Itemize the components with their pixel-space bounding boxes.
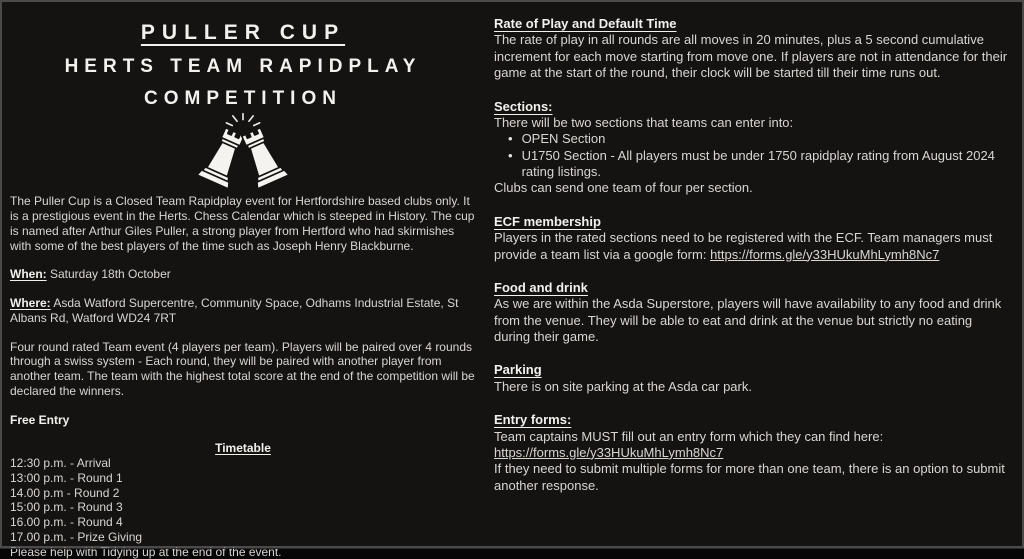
format-paragraph: Four round rated Team event (4 players per team). Players will be paired over 4 rounds through a swiss system - Each round, they will be paired with another player from another team. The team with the highest total score at the end of the competition will be declared the winners. — [10, 339, 475, 398]
entry-forms-heading: Entry forms: — [494, 412, 572, 428]
when-value: Saturday 18th October — [50, 267, 171, 282]
section-rate-of-play — [494, 16, 1010, 82]
section-bullet-u1750 — [508, 148, 1010, 181]
when-label: When: — [10, 267, 47, 282]
timetable-row: 15:00 p.m. - Round 3 — [10, 500, 123, 515]
timetable-row: 14.00 p.m - Round 2 — [10, 485, 120, 500]
food-body: As we are within the Asda Superstore, players will have availability to any food and drink from the venue. They will be able to eat and drink at the venue but strictly no eating during their game. — [494, 296, 1002, 344]
when-line — [10, 267, 476, 282]
team-list-form-link[interactable]: https://forms.gle/y33HUkuMhLymh8Nc7 — [710, 246, 940, 262]
rate-of-play-body: The rate of play in all rounds are all moves in 20 minutes, plus a 5 second cumulative increment for each move starting from move one. If players are not in attendance for their game at the start of the round, their clock will be started till their time runs out. — [494, 32, 1008, 81]
right-column — [484, 2, 1022, 546]
chess-rooks-toast-image — [10, 113, 476, 193]
timetable-row: 17.00 p.m. - Prize Giving — [10, 529, 143, 544]
parking-body: There is on site parking at the Asda car park. — [494, 378, 752, 394]
sections-heading: Sections: — [494, 98, 553, 114]
title-line-3: COMPETITION — [144, 88, 342, 110]
sections-outro: Clubs can send one team of four per section. — [494, 180, 753, 196]
bullet-text: • OPEN Section — [521, 131, 606, 147]
where-line — [10, 296, 476, 326]
parking-heading: Parking — [494, 362, 542, 378]
tidy-note: Please help with Tidying up at the end of the event. — [10, 544, 282, 559]
intro-paragraph: The Puller Cup is a Closed Team Rapidplay event for Hertfordshire based clubs only. It is a prestigious event in the Herts. Chess Calendar which is steeped in History. The cup is named after Arthur Giles Puller, a strong player from Hertford who had skirmishes with some of the best players of the time such as Joseph Henry Blackburne. — [10, 194, 475, 253]
timetable-row: 13:00 p.m. - Round 1 — [10, 470, 123, 485]
ecf-body — [494, 230, 1010, 263]
entry-forms-line2: If they need to submit multiple forms for more than one team, there is an option to submit another response. — [494, 461, 1005, 493]
left-column — [2, 2, 484, 559]
section-parking — [494, 362, 1010, 395]
entry-forms-line1: Team captains MUST fill out an entry form which they can find here: — [494, 428, 884, 444]
rate-of-play-heading: Rate of Play and Default Time — [494, 16, 677, 31]
title-line-1: PULLER CUP — [140, 21, 346, 44]
impact-lines-icon — [226, 113, 259, 125]
event-title — [10, 20, 476, 111]
ecf-body-text: Players in the rated sections need to be registered with the ECF. Team managers must provide a team list via a google form: — [494, 230, 993, 262]
section-food-and-drink — [494, 280, 1010, 346]
timetable-list — [10, 456, 476, 545]
section-sections — [494, 99, 1010, 197]
entry-form-link[interactable]: https://forms.gle/y33HUkuMhLymh8Nc7 — [494, 444, 724, 460]
section-entry-forms — [494, 412, 1010, 494]
food-heading: Food and drink — [494, 279, 588, 295]
title-line-2: HERTS TEAM RAPIDPLAY — [64, 55, 422, 77]
left-rook-icon — [197, 125, 251, 189]
right-rook-icon — [235, 125, 289, 189]
timetable-row: 12:30 p.m. - Arrival — [10, 456, 111, 471]
section-bullet-open — [508, 131, 1010, 147]
free-entry-note: Free Entry — [10, 412, 70, 427]
ecf-heading: ECF membership — [494, 213, 601, 229]
timetable-row: 16.00 p.m. - Round 4 — [10, 515, 123, 530]
section-ecf-membership — [494, 214, 1010, 263]
timetable-heading: Timetable — [215, 441, 271, 456]
bullet-text: • U1750 Section - All players must be under 1750 rapidplay rating from August 2024 rating listings. — [521, 147, 995, 179]
where-label: Where: — [10, 296, 51, 311]
where-value: Asda Watford Supercentre, Community Space, Odhams Industrial Estate, St Albans Rd, Watford WD24 7RT — [10, 296, 459, 325]
sections-intro: There will be two sections that teams can enter into: — [494, 114, 794, 130]
